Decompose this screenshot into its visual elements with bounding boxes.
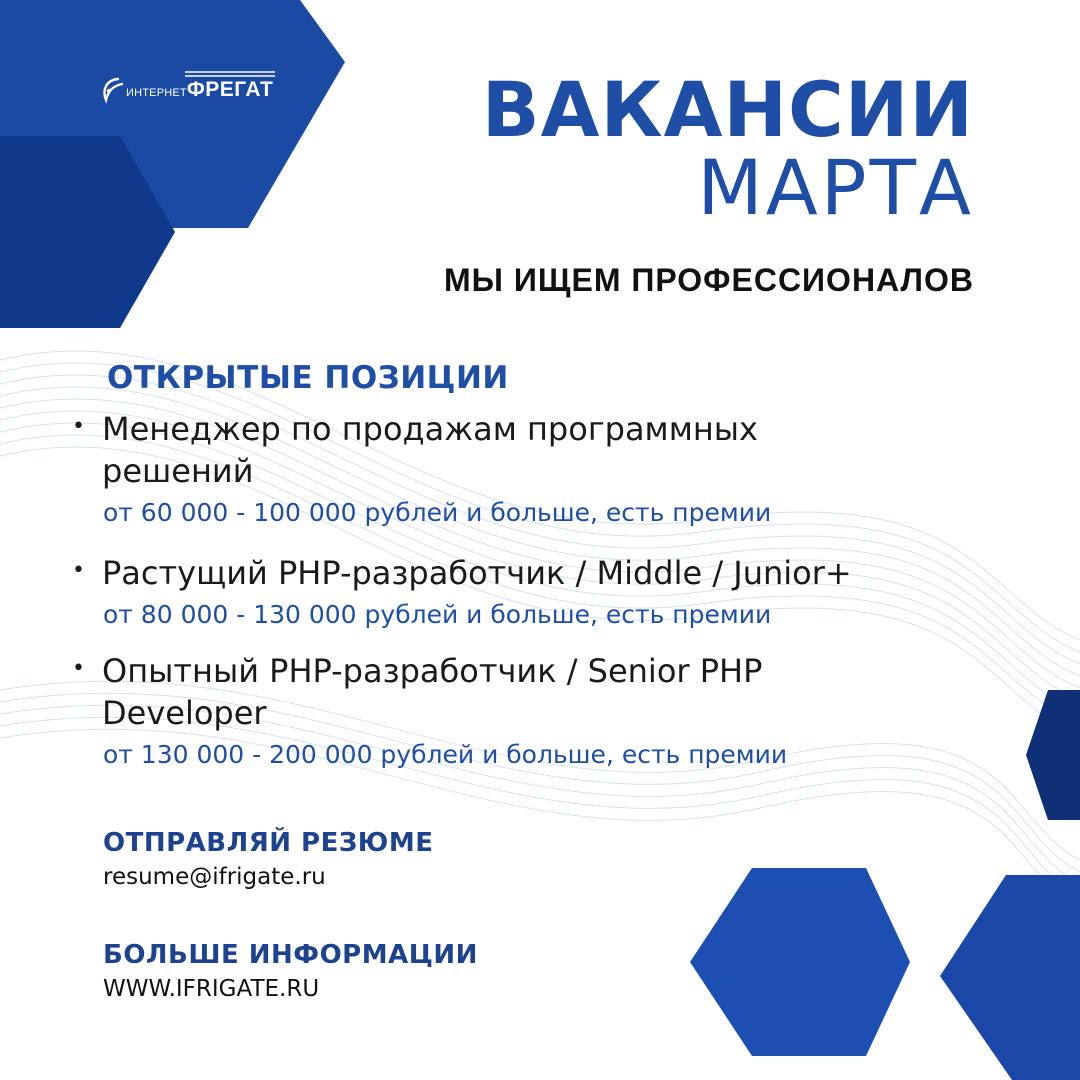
company-logo [100,76,273,104]
logo-lines-decoration [185,71,275,79]
job-title: Опытный PHP-разработчик / Senior PHP Developer [102,652,763,732]
page-title-line-2: МАРТА [697,143,974,232]
job-salary: от 130 000 - 200 000 рублей и больше, есть премии [103,740,788,769]
resume-email-link[interactable]: resume@ifrigate.ru [103,864,326,890]
bottom-hexagon-center [690,868,910,1056]
bullet-icon: • [72,656,85,681]
page-title-line-1: ВАКАНСИИ [481,65,974,154]
logo-text-big: ФРЕГАТ [186,78,274,101]
job-salary: от 80 000 - 130 000 рублей и больше, есть премии [103,600,772,629]
job-title: Растущий PHP-разработчик / Middle / Junior+ [102,554,852,592]
info-label: БОЛЬШЕ ИНФОРМАЦИИ [103,940,478,970]
right-edge-hexagon [1026,690,1080,820]
logo-text-small: ИНТЕРНЕТ [126,87,187,99]
positions-heading: ОТКРЫТЫЕ ПОЗИЦИИ [107,360,509,396]
bullet-icon: • [72,558,85,583]
tagline: МЫ ИЩЕМ ПРОФЕССИОНАЛОВ [443,262,974,298]
website-link[interactable]: WWW.IFRIGATE.RU [103,976,320,1002]
job-item-3 [72,650,932,772]
bullet-icon: • [72,414,85,439]
job-title: Менеджер по продажам программных решений [102,410,758,490]
logo-swirl-icon [100,76,126,104]
job-item-2 [72,552,932,632]
job-salary: от 60 000 - 100 000 рублей и больше, есть премии [103,498,772,527]
resume-label: ОТПРАВЛЯЙ РЕЗЮМЕ [103,828,434,858]
job-item-1 [72,408,932,530]
bottom-hexagon-right [940,875,1080,1080]
